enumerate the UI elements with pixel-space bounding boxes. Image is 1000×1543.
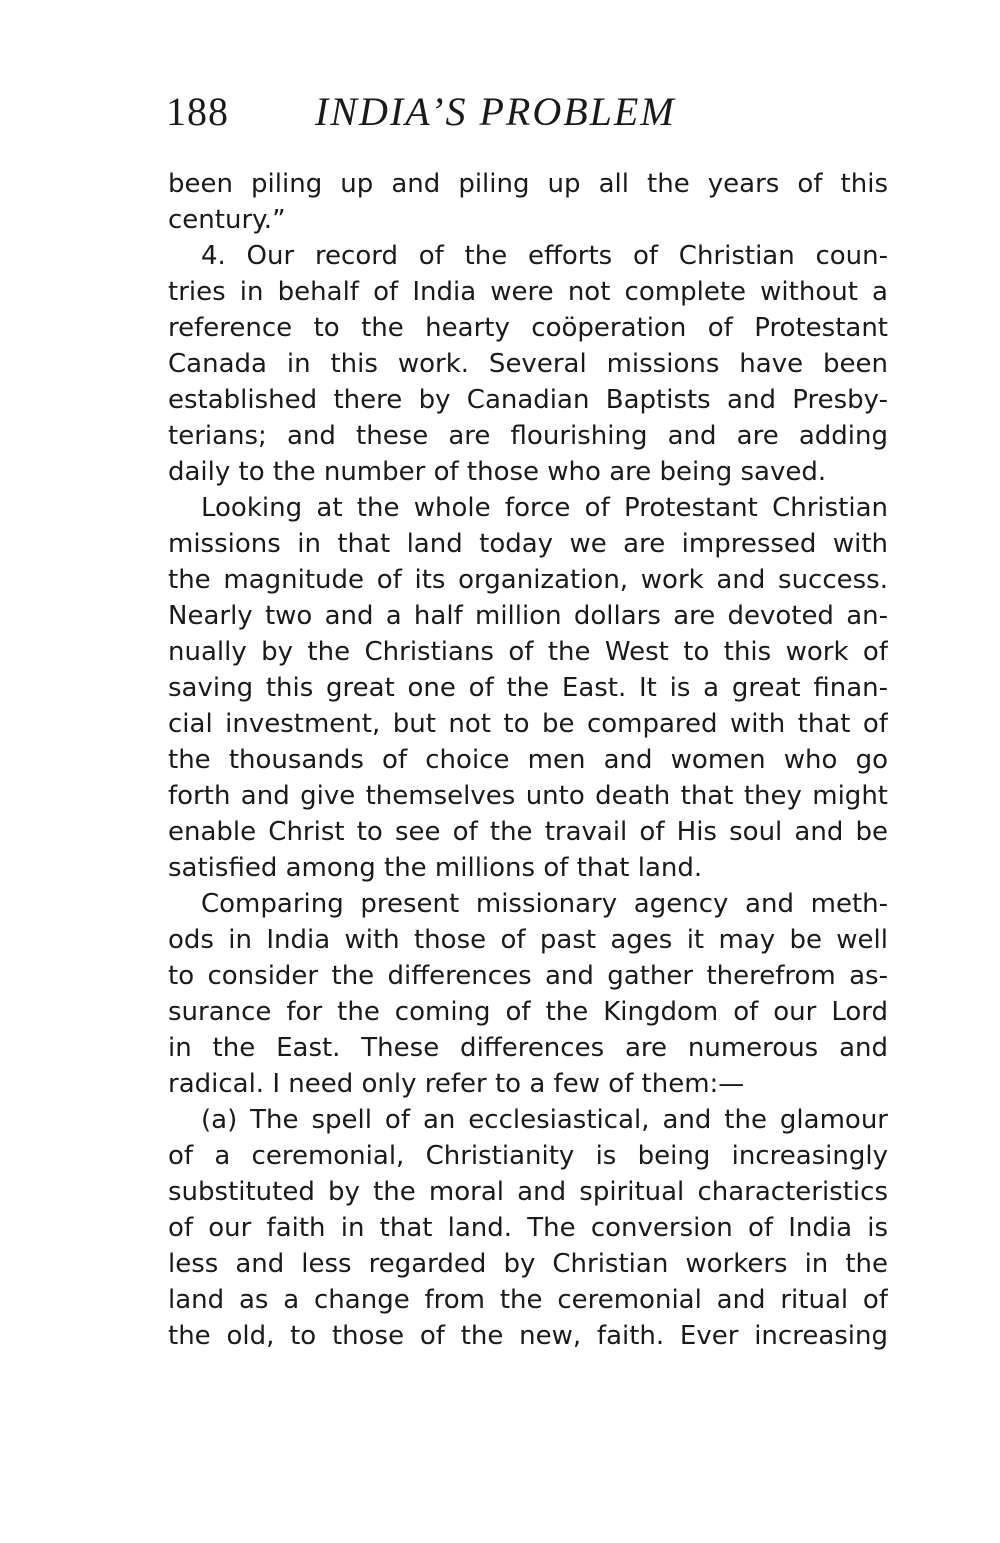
text-line: the old, to those of the new, faith. Ever increasing [168, 1321, 888, 1351]
running-head [166, 88, 886, 136]
text-line: of our faith in that land. The conversion of India is [168, 1213, 888, 1243]
text-line: nually by the Christians of the West to this work of [168, 637, 888, 667]
text-line: cial investment, but not to be compared with that of [168, 709, 888, 739]
text-line: in the East. These differences are numerous and [168, 1033, 888, 1063]
text-line: surance for the coming of the Kingdom of our Lord [168, 997, 888, 1027]
text-line: forth and give themselves unto death that they might [168, 781, 888, 811]
running-title: INDIA’S PROBLEM [315, 89, 676, 134]
text-line: substituted by the moral and spiritual characteristics [168, 1177, 888, 1207]
text-line: ods in India with those of past ages it may be well [168, 925, 888, 955]
text-line: Canada in this work. Several missions have been [168, 349, 888, 379]
text-line: missions in that land today we are impressed with [168, 529, 888, 559]
text-line: saving this great one of the East. It is a great finan- [168, 673, 888, 703]
text-line: century.” [168, 205, 286, 235]
text-line: satisfied among the millions of that land. [168, 853, 703, 883]
text-line: terians; and these are flourishing and are adding [168, 421, 888, 451]
text-line: daily to the number of those who are being saved. [168, 457, 827, 487]
text-line: 4. Our record of the efforts of Christian coun- [201, 241, 888, 271]
body-text [168, 166, 888, 1354]
text-line: Comparing present missionary agency and meth- [201, 889, 888, 919]
text-line: radical. I need only refer to a few of them:— [168, 1069, 745, 1099]
text-line: the thousands of choice men and women who go [168, 745, 888, 775]
text-line: established there by Canadian Baptists and Presby- [168, 385, 888, 415]
text-line: the magnitude of its organization, work and success. [168, 565, 888, 595]
text-line: of a ceremonial, Christianity is being increasingly [168, 1141, 888, 1171]
text-line: reference to the hearty coöperation of Protestant [168, 313, 888, 343]
text-line: (a) The spell of an ecclesiastical, and the glamour [201, 1105, 888, 1135]
page-number: 188 [166, 89, 229, 134]
text-line: been piling up and piling up all the years of this [168, 169, 888, 199]
text-line: less and less regarded by Christian workers in the [168, 1249, 888, 1279]
text-line: tries in behalf of India were not complete without a [168, 277, 888, 307]
text-line: Nearly two and a half million dollars are devoted an- [168, 601, 888, 631]
text-line: enable Christ to see of the travail of His soul and be [168, 817, 888, 847]
text-line: Looking at the whole force of Protestant Christian [201, 493, 888, 523]
text-line: land as a change from the ceremonial and ritual of [168, 1285, 888, 1315]
text-line: to consider the differences and gather therefrom as- [168, 961, 888, 991]
